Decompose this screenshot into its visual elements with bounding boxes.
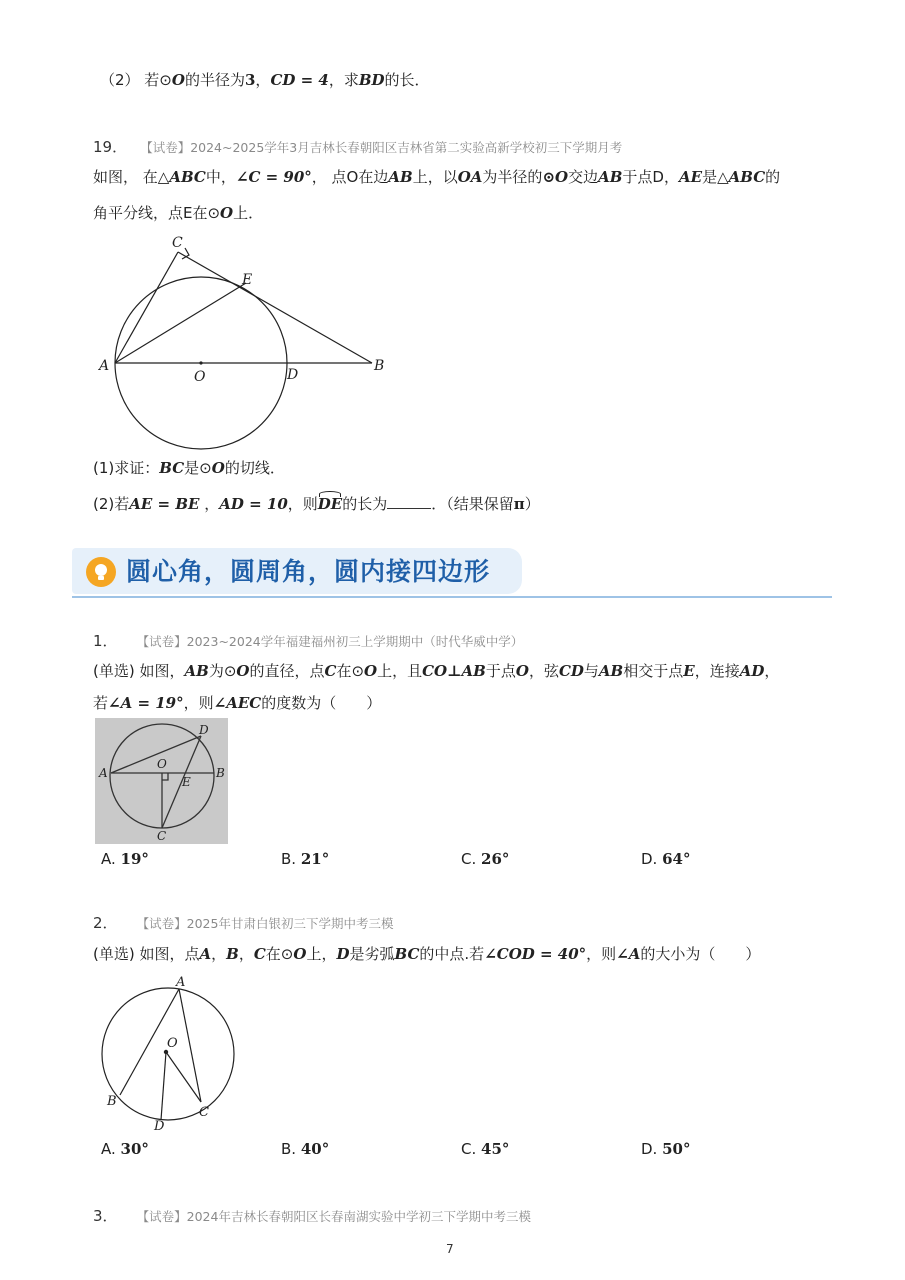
- option-key: A.: [101, 1140, 116, 1158]
- math: O: [220, 204, 234, 222]
- text: （2） 若⊙: [100, 71, 172, 89]
- text: ，弦: [528, 662, 559, 680]
- text: (单选) 如图，: [93, 662, 185, 680]
- text: ，: [211, 945, 227, 963]
- math: AB: [598, 168, 623, 186]
- option-value: 45°: [481, 1140, 510, 1158]
- question-number: 2．: [93, 914, 118, 932]
- s1-line2: [93, 693, 381, 713]
- lightbulb-icon: [86, 557, 116, 587]
- option-value: 64°: [662, 850, 691, 868]
- math: O: [364, 662, 378, 680]
- s2-option-d[interactable]: [641, 1140, 690, 1158]
- label-c: C: [172, 235, 183, 251]
- option-value: 50°: [662, 1140, 691, 1158]
- math: A: [199, 945, 212, 963]
- math: CD: [558, 662, 584, 680]
- label-a: A: [99, 358, 110, 374]
- math: C: [253, 945, 266, 963]
- segment-ae: [115, 283, 246, 363]
- math: ∠AEC: [213, 694, 262, 712]
- text: 的切线．: [224, 459, 285, 477]
- text: 上，以: [412, 168, 458, 186]
- math: △ABC: [717, 168, 766, 186]
- question-source[interactable]: 【试卷】2024年吉林长春朝阳区长春南湖实验中学初三下学期中考三模: [136, 1209, 531, 1224]
- label-d: D: [154, 1119, 165, 1132]
- text: ，求: [328, 71, 359, 89]
- segment-od: [161, 1052, 166, 1120]
- label-b: B: [374, 358, 385, 374]
- text: 若: [93, 694, 109, 712]
- math: ∠C = 90°: [235, 168, 312, 186]
- math: π: [513, 495, 525, 513]
- label-c: C: [199, 1105, 209, 1120]
- math: O: [236, 662, 250, 680]
- math: ⊙O: [542, 168, 569, 186]
- label-a: A: [99, 766, 108, 780]
- label-c: C: [157, 829, 167, 843]
- text: (1)求证：: [93, 459, 160, 477]
- math: BD: [358, 71, 385, 89]
- math: O: [293, 945, 307, 963]
- text: 是: [702, 168, 718, 186]
- math: CO⊥AB: [422, 662, 486, 680]
- text: 是劣弧: [349, 945, 395, 963]
- text: ， 点O在边: [311, 168, 389, 186]
- math: D: [336, 945, 350, 963]
- math: AB: [598, 662, 624, 680]
- math: △ABC: [157, 168, 206, 186]
- text: ，则: [586, 945, 617, 963]
- question-number: 3．: [93, 1207, 118, 1225]
- question-source[interactable]: 【试卷】2024~2025学年3月吉林长春朝阳区吉林省第二实验高新学校初三下学期月考: [140, 140, 623, 155]
- q19-part2: [93, 494, 540, 514]
- text: 交边: [568, 168, 599, 186]
- label-o: O: [167, 1036, 178, 1051]
- label-e: E: [182, 775, 191, 789]
- text: 的: [765, 168, 781, 186]
- label-d: D: [199, 723, 209, 737]
- option-key: C.: [461, 850, 477, 868]
- text: 的长为: [342, 495, 388, 513]
- text: ，: [764, 662, 780, 680]
- math: ∠COD = 40°: [484, 945, 587, 963]
- math: B: [226, 945, 239, 963]
- text: 角平分线，点E在⊙: [93, 204, 221, 222]
- math: OA: [457, 168, 483, 186]
- math: O: [171, 71, 185, 89]
- text: 上．: [233, 204, 264, 222]
- text: 于点: [485, 662, 516, 680]
- text: 于点D，: [622, 168, 679, 186]
- text: 在⊙: [265, 945, 294, 963]
- q19-part1: [93, 458, 285, 478]
- center-point: [199, 361, 202, 364]
- option-key: B.: [281, 1140, 297, 1158]
- label-a: A: [176, 975, 186, 990]
- s2-figure: [96, 972, 246, 1132]
- text: 是⊙: [184, 459, 212, 477]
- q19-stem-line1: [93, 167, 780, 187]
- math: AE: [678, 168, 703, 186]
- question-number: 19．: [93, 138, 128, 156]
- math: C: [324, 662, 337, 680]
- question-source[interactable]: 【试卷】2025年甘肃白银初三下学期中考三模: [136, 916, 394, 931]
- segment-cb: [178, 252, 372, 363]
- label-d: D: [287, 367, 299, 383]
- math: 3: [244, 71, 256, 89]
- segment-ac: [179, 989, 201, 1102]
- option-value: 40°: [300, 1140, 330, 1158]
- label-b: B: [216, 766, 225, 780]
- right-angle-mark: [162, 773, 168, 780]
- math: AD = 10: [219, 495, 288, 513]
- s2-line1: [93, 944, 760, 964]
- text: ，: [238, 945, 254, 963]
- s1-option-a[interactable]: [101, 850, 149, 868]
- text: ，: [255, 71, 271, 89]
- option-key: D.: [641, 1140, 658, 1158]
- label-o: O: [194, 369, 206, 385]
- s1-option-b[interactable]: [281, 850, 329, 868]
- math: O: [515, 662, 529, 680]
- text: 与: [583, 662, 599, 680]
- question-number: 1．: [93, 632, 118, 650]
- text: 上，且: [377, 662, 423, 680]
- prev-question-part2: [100, 70, 430, 90]
- text: ，: [199, 495, 220, 513]
- option-key: D.: [641, 850, 658, 868]
- text: 的直径，点: [249, 662, 325, 680]
- math: BC: [394, 945, 420, 963]
- text: ，则: [183, 694, 214, 712]
- text: 的中点.若: [419, 945, 485, 963]
- math: BC: [159, 459, 185, 477]
- question-source[interactable]: 【试卷】2023~2024学年福建福州初三上学期期中（时代华威中学）: [136, 634, 524, 649]
- math: CD = 4: [270, 71, 329, 89]
- text: 在⊙: [336, 662, 365, 680]
- math: AB: [388, 168, 413, 186]
- s1-header: [93, 630, 523, 651]
- math: O: [211, 459, 225, 477]
- s2-header: [93, 912, 393, 933]
- s2-option-a[interactable]: [101, 1140, 149, 1158]
- text: 为⊙: [208, 662, 237, 680]
- s1-line1: [93, 661, 779, 681]
- option-value: 19°: [120, 850, 149, 868]
- option-value: 30°: [120, 1140, 149, 1158]
- option-value: 21°: [300, 850, 330, 868]
- text: 的度数为（ ）: [261, 694, 382, 712]
- text: (单选) 如图，点: [93, 945, 200, 963]
- text: 中，: [205, 168, 236, 186]
- text: 如图， 在: [93, 168, 158, 186]
- label-o: O: [157, 757, 167, 771]
- s1-figure-photo: [95, 718, 228, 844]
- option-value: 26°: [481, 850, 510, 868]
- math: AB: [184, 662, 209, 680]
- text: (2)若: [93, 495, 130, 513]
- s3-header: [93, 1205, 531, 1226]
- text: 的半径为: [184, 71, 245, 89]
- text: ，则: [287, 495, 318, 513]
- s2-option-b[interactable]: [281, 1140, 329, 1158]
- text: 的长．: [384, 71, 430, 89]
- q19-header: [93, 136, 622, 157]
- text: 相交于点: [623, 662, 684, 680]
- option-key: B.: [281, 850, 297, 868]
- s2-option-c[interactable]: [461, 1140, 509, 1158]
- option-key: A.: [101, 850, 116, 868]
- option-key: C.: [461, 1140, 477, 1158]
- text: 的大小为（ ）: [640, 945, 761, 963]
- math: ∠A = 19°: [108, 694, 184, 712]
- text: ．（结果保留: [431, 495, 514, 513]
- label-e: E: [242, 272, 253, 288]
- page-number: 7: [446, 1242, 454, 1256]
- s1-option-c[interactable]: [461, 850, 509, 868]
- section-title: 圆心角，圆周角，圆内接四边形: [126, 557, 491, 586]
- math: AD: [739, 662, 765, 680]
- math: ∠A: [616, 945, 641, 963]
- text: ，连接: [694, 662, 740, 680]
- math: AE = BE: [129, 495, 200, 513]
- label-b: B: [107, 1094, 117, 1109]
- q19-figure: [90, 232, 400, 454]
- text: 为半径的: [482, 168, 543, 186]
- s1-option-d[interactable]: [641, 850, 690, 868]
- text: 上，: [306, 945, 337, 963]
- math: E: [683, 662, 695, 680]
- segment-ac: [115, 252, 178, 363]
- answer-blank[interactable]: [387, 494, 431, 509]
- arc-de: DE: [317, 495, 343, 513]
- text: ）: [524, 495, 540, 513]
- q19-stem-line2: [93, 203, 263, 223]
- section-divider: [72, 596, 832, 598]
